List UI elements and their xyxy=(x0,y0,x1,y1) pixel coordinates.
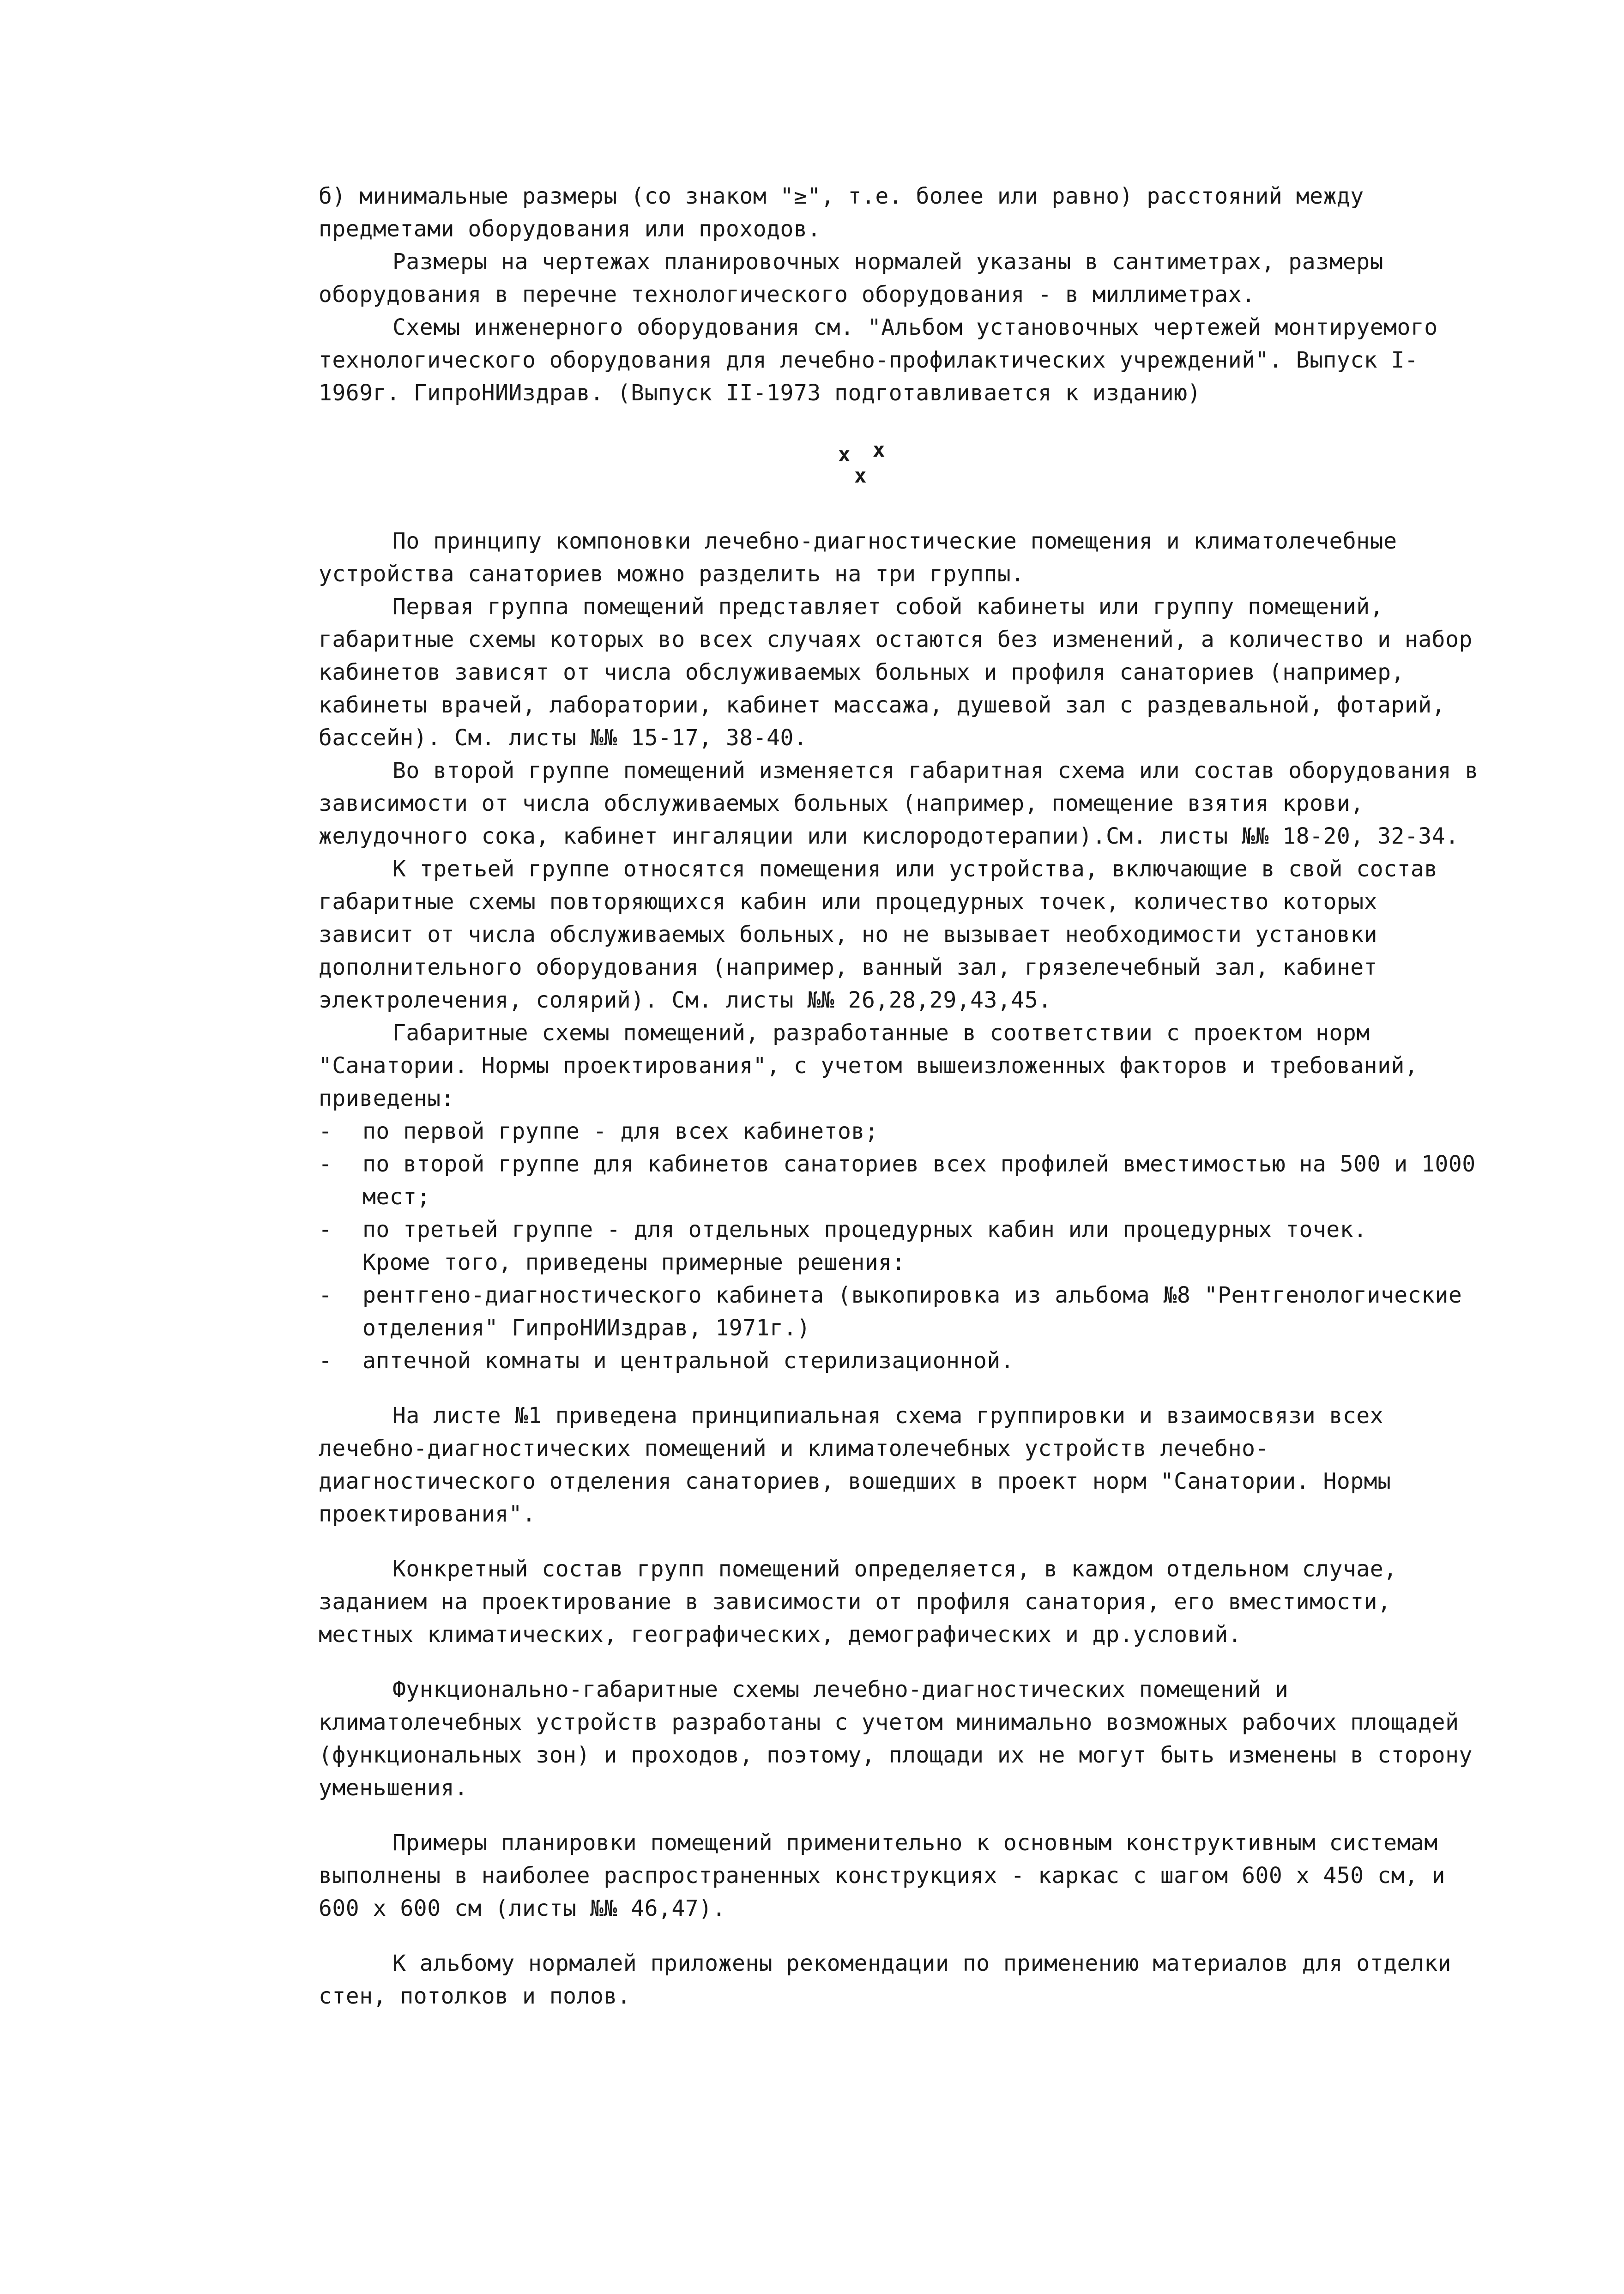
group-three-paragraph: К третьей группе относятся помещения или устройства, включающие в свой состав габаритные схемы повторяющихся кабин или процедурных точек, количество которых зависит от числа обслуживаемых больных, но не вызывает необходимости установки дополнительного оборудования (например, ванный зал, грязелечебный зал, кабинет электролечения, солярий). См. листы №№ 26,28,29,43,45. xyxy=(319,856,1452,1013)
intro-item-b: б) минимальные размеры (со знаком "≥", т.е. более или равно) расстояний между предметами оборудования или проходов. xyxy=(319,183,1378,242)
separator-mark: x xyxy=(854,464,867,488)
functional-schemes-paragraph: Функционально-габаритные схемы лечебно-диагностических помещений и климатолечебных устройств разработаны с учетом минимально возможных рабочих площадей (функциональных зон) и проходов, поэтому, площади их не могут быть изменены в сторону уменьшения. xyxy=(319,1677,1486,1801)
bullet-dash: - xyxy=(319,1151,332,1177)
specific-composition-paragraph: Конкретный состав групп помещений определяется, в каждом отдельном случае, заданием на проектирование в зависимости от профиля санатория, его вместимости, местных климатических, географических, демографических и др.условий. xyxy=(319,1556,1411,1648)
group-one-paragraph: Первая группа помещений представляет собой кабинеты или группу помещений, габаритные схемы которых во всех случаях остаются без изменений, а количество и набор кабинетов зависят от числа обслуживаемых больных и профиля санаториев (например, кабинеты врачей, лаборатории, кабинет массажа, душевой зал с раздевальной, фотарий, бассейн). См. листы №№ 15-17, 38-40. xyxy=(319,594,1486,751)
bullet-dash: - xyxy=(319,1282,332,1308)
bullet-dash: - xyxy=(319,1348,332,1374)
separator-mark: x xyxy=(838,443,851,466)
list-item-text: по первой группе - для всех кабинетов; xyxy=(362,1118,879,1144)
list-item-text: рентгено-диагностического кабинета (выкопировка из альбома №8 "Рентгенологические отделения" ГипроНИИздрав, 1971г.) xyxy=(362,1282,1476,1341)
list-item xyxy=(319,1213,1482,1246)
bullet-dash: - xyxy=(319,1118,332,1144)
groups-intro: По принципу компоновки лечебно-диагностические помещения и климатолечебные устройства санаториев можно разделить на три группы. xyxy=(319,528,1411,587)
list-item-text: аптечной комнаты и центральной стерилизационной. xyxy=(362,1348,1014,1374)
separator-mark: x xyxy=(873,438,885,462)
group-two-paragraph: Во второй группе помещений изменяется габаритная схема или состав оборудования в зависимости от числа обслуживаемых больных (например, помещение взятия крови, желудочного сока, кабинет ингаляции или кислородотерапии).См. листы №№ 18-20, 32-34. xyxy=(319,758,1492,849)
bullet-dash: - xyxy=(319,1217,332,1243)
document-body xyxy=(319,180,1492,2013)
also-note: Кроме того, приведены примерные решения: xyxy=(362,1250,906,1275)
list-item xyxy=(319,1279,1482,1345)
section-separator xyxy=(319,428,1482,497)
dimensions-note: Размеры на чертежах планировочных нормалей указаны в сантиметрах, размеры оборудования в перечне технологического оборудования - в миллиметрах. xyxy=(319,249,1397,308)
planning-examples-paragraph: Примеры планировки помещений применительно к основным конструктивным системам выполнены в наиболее распространенных конструкциях - каркас с шагом 600 x 450 см, и 600 x 600 см (листы №№ 46,47). xyxy=(319,1830,1459,1921)
engineering-schemes-note: Схемы инженерного оборудования см. "Альбом установочных чертежей монтируемого технологического оборудования для лечебно-профилактических учреждений". Выпуск I-1969г. ГипроНИИздрав. (Выпуск II-1973 подготавливается к изданию) xyxy=(319,314,1452,406)
list-item-text: по третьей группе - для отдельных процедурных кабин или процедурных точек. xyxy=(362,1217,1367,1243)
sheet-one-paragraph: На листе №1 приведена принципиальная схема группировки и взаимосвязи всех лечебно-диагностических помещений и климатолечебных устройств лечебно-диагностического отделения санаториев, вошедших в проект норм "Санатории. Нормы проектирования". xyxy=(319,1403,1405,1527)
album-recommendations-paragraph: К альбому нормалей приложены рекомендации по применению материалов для отделки стен, потолков и полов. xyxy=(319,1950,1465,2009)
list-item xyxy=(319,1148,1490,1213)
list-item-text: по второй группе для кабинетов санаториев всех профилей вместимостью на 500 и 1000 мест; xyxy=(362,1151,1490,1210)
list-item xyxy=(319,1345,1482,1377)
schemes-intro: Габаритные схемы помещений, разработанные в соответствии с проектом норм "Санатории. Нормы проектирования", с учетом вышеизложенных факторов и требований, приведены: xyxy=(319,1020,1432,1111)
list-item xyxy=(319,1115,1482,1148)
